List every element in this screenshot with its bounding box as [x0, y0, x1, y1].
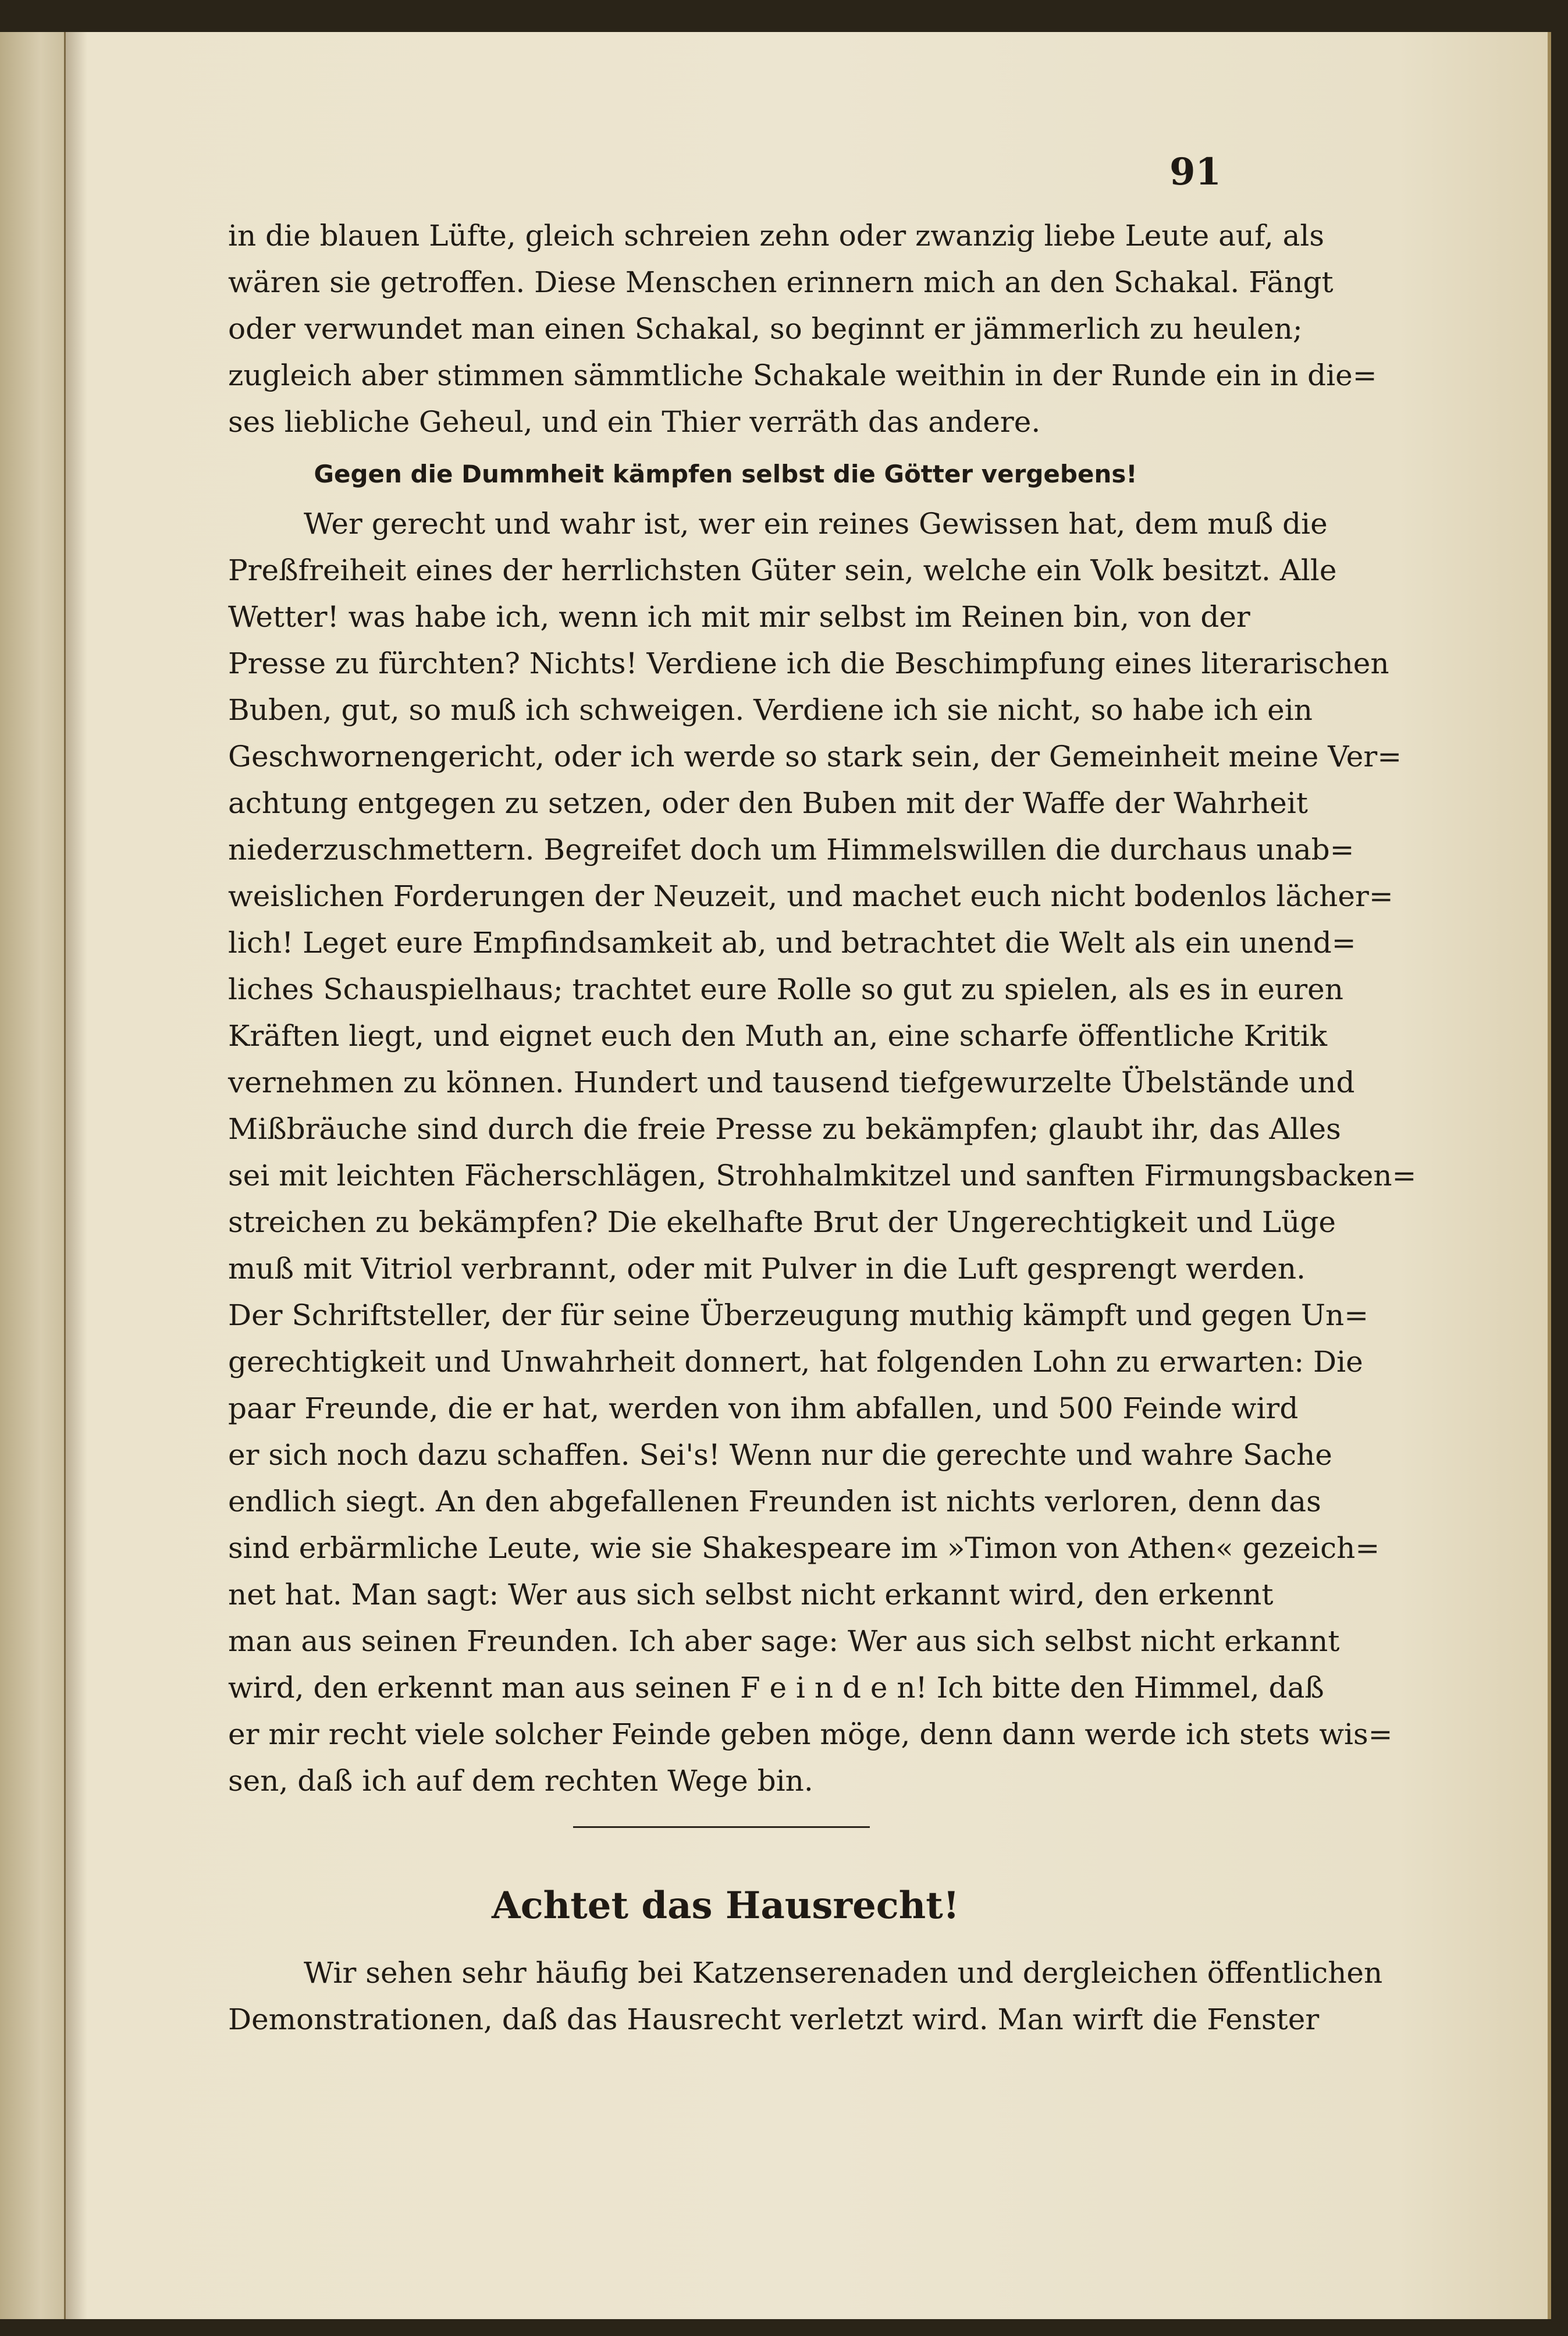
text-line: liches Schauspielhaus; trachtet eure Rolle so gut zu spielen, als es in euren: [228, 972, 1343, 1006]
text-line: gerechtigkeit und Unwahrheit donnert, hat folgenden Lohn zu erwarten: Die: [228, 1345, 1363, 1379]
text-line: Wir sehen sehr häufig bei Katzenserenaden und dergleichen öffentlichen: [304, 1956, 1383, 1990]
text-line: wird, den erkennt man aus seinen F e i n d e n! Ich bitte den Himmel, daß: [228, 1671, 1324, 1705]
gutter-shadow: [64, 32, 87, 2319]
paragraph-1: [228, 212, 1377, 445]
text-line: streichen zu bekämpfen? Die ekelhafte Brut der Ungerechtigkeit und Lüge: [228, 1205, 1336, 1239]
text-line: sind erbärmliche Leute, wie sie Shakespeare im »Timon von Athen« gezeich=: [228, 1531, 1380, 1565]
text-line: paar Freunde, die er hat, werden von ihm abfallen, und 500 Feinde wird: [228, 1391, 1299, 1425]
text-line: achtung entgegen zu setzen, oder den Buben mit der Waffe der Wahrheit: [228, 786, 1308, 820]
motto-line: Gegen die Dummheit kämpfen selbst die Götter vergebens!: [314, 460, 1137, 488]
previous-page-edge: [0, 32, 66, 2319]
text-line: oder verwundet man einen Schakal, so beginnt er jämmerlich zu heulen;: [228, 312, 1303, 346]
text-line: Kräften liegt, und eignet euch den Muth an, eine scharfe öffentliche Kritik: [228, 1019, 1328, 1053]
paragraph-2: [228, 500, 1417, 1804]
text-line: Wetter! was habe ich, wenn ich mit mir selbst im Reinen bin, von der: [228, 600, 1250, 634]
text-line: Mißbräuche sind durch die freie Presse zu bekämpfen; glaubt ihr, das Alles: [228, 1112, 1341, 1146]
text-line: in die blauen Lüfte, gleich schreien zehn oder zwanzig liebe Leute auf, als: [228, 219, 1325, 253]
text-line: er mir recht viele solcher Feinde geben möge, denn dann werde ich stets wis=: [228, 1717, 1393, 1751]
page-number: 91: [1169, 150, 1222, 194]
text-line: Presse zu fürchten? Nichts! Verdiene ich die Beschimpfung eines literarischen: [228, 647, 1389, 680]
text-line: er sich noch dazu schaffen. Sei's! Wenn nur die gerechte und wahre Sache: [228, 1438, 1332, 1472]
text-line: Buben, gut, so muß ich schweigen. Verdiene ich sie nicht, so habe ich ein: [228, 693, 1313, 727]
text-line: Demonstrationen, daß das Hausrecht verletzt wird. Man wirft die Fenster: [228, 2003, 1320, 2036]
text-line: ses liebliche Geheul, und ein Thier verräth das andere.: [228, 405, 1041, 439]
text-line: endlich siegt. An den abgefallenen Freunden ist nichts verloren, denn das: [228, 1485, 1321, 1518]
text-line: zugleich aber stimmen sämmtliche Schakale weithin in der Runde ein in die=: [228, 358, 1377, 392]
text-line: weislichen Forderungen der Neuzeit, und machet euch nicht bodenlos lächer=: [228, 879, 1393, 913]
text-line: lich! Leget eure Empfindsamkeit ab, und betrachtet die Welt als ein unend=: [228, 926, 1356, 960]
text-line: vernehmen zu können. Hundert und tausend tiefgewurzelte Übelstände und: [228, 1066, 1355, 1099]
text-line: Wer gerecht und wahr ist, wer ein reines Gewissen hat, dem muß die: [304, 507, 1328, 541]
section-divider: [573, 1826, 870, 1828]
text-line: Preßfreiheit eines der herrlichsten Güter sein, welche ein Volk besitzt. Alle: [228, 553, 1337, 587]
paragraph-3: [228, 1950, 1383, 2043]
text-line: muß mit Vitriol verbrannt, oder mit Pulver in die Luft gesprengt werden.: [228, 1252, 1306, 1286]
text-line: sen, daß ich auf dem rechten Wege bin.: [228, 1764, 813, 1798]
text-line: wären sie getroffen. Diese Menschen erinnern mich an den Schakal. Fängt: [228, 265, 1334, 299]
text-line: net hat. Man sagt: Wer aus sich selbst nicht erkannt wird, den erkennt: [228, 1578, 1274, 1611]
text-line: Der Schriftsteller, der für seine Überzeugung muthig kämpft und gegen Un=: [228, 1298, 1369, 1332]
section-heading: Achtet das Hausrecht!: [492, 1884, 959, 1927]
text-line: man aus seinen Freunden. Ich aber sage: Wer aus sich selbst nicht erkannt: [228, 1624, 1340, 1658]
text-line: sei mit leichten Fächerschlägen, Strohhalmkitzel und sanften Firmungsbacken=: [228, 1159, 1417, 1192]
text-line: Geschwornengericht, oder ich werde so stark sein, der Gemeinheit meine Ver=: [228, 740, 1402, 773]
text-line: niederzuschmettern. Begreifet doch um Himmelswillen die durchaus unab=: [228, 833, 1354, 867]
